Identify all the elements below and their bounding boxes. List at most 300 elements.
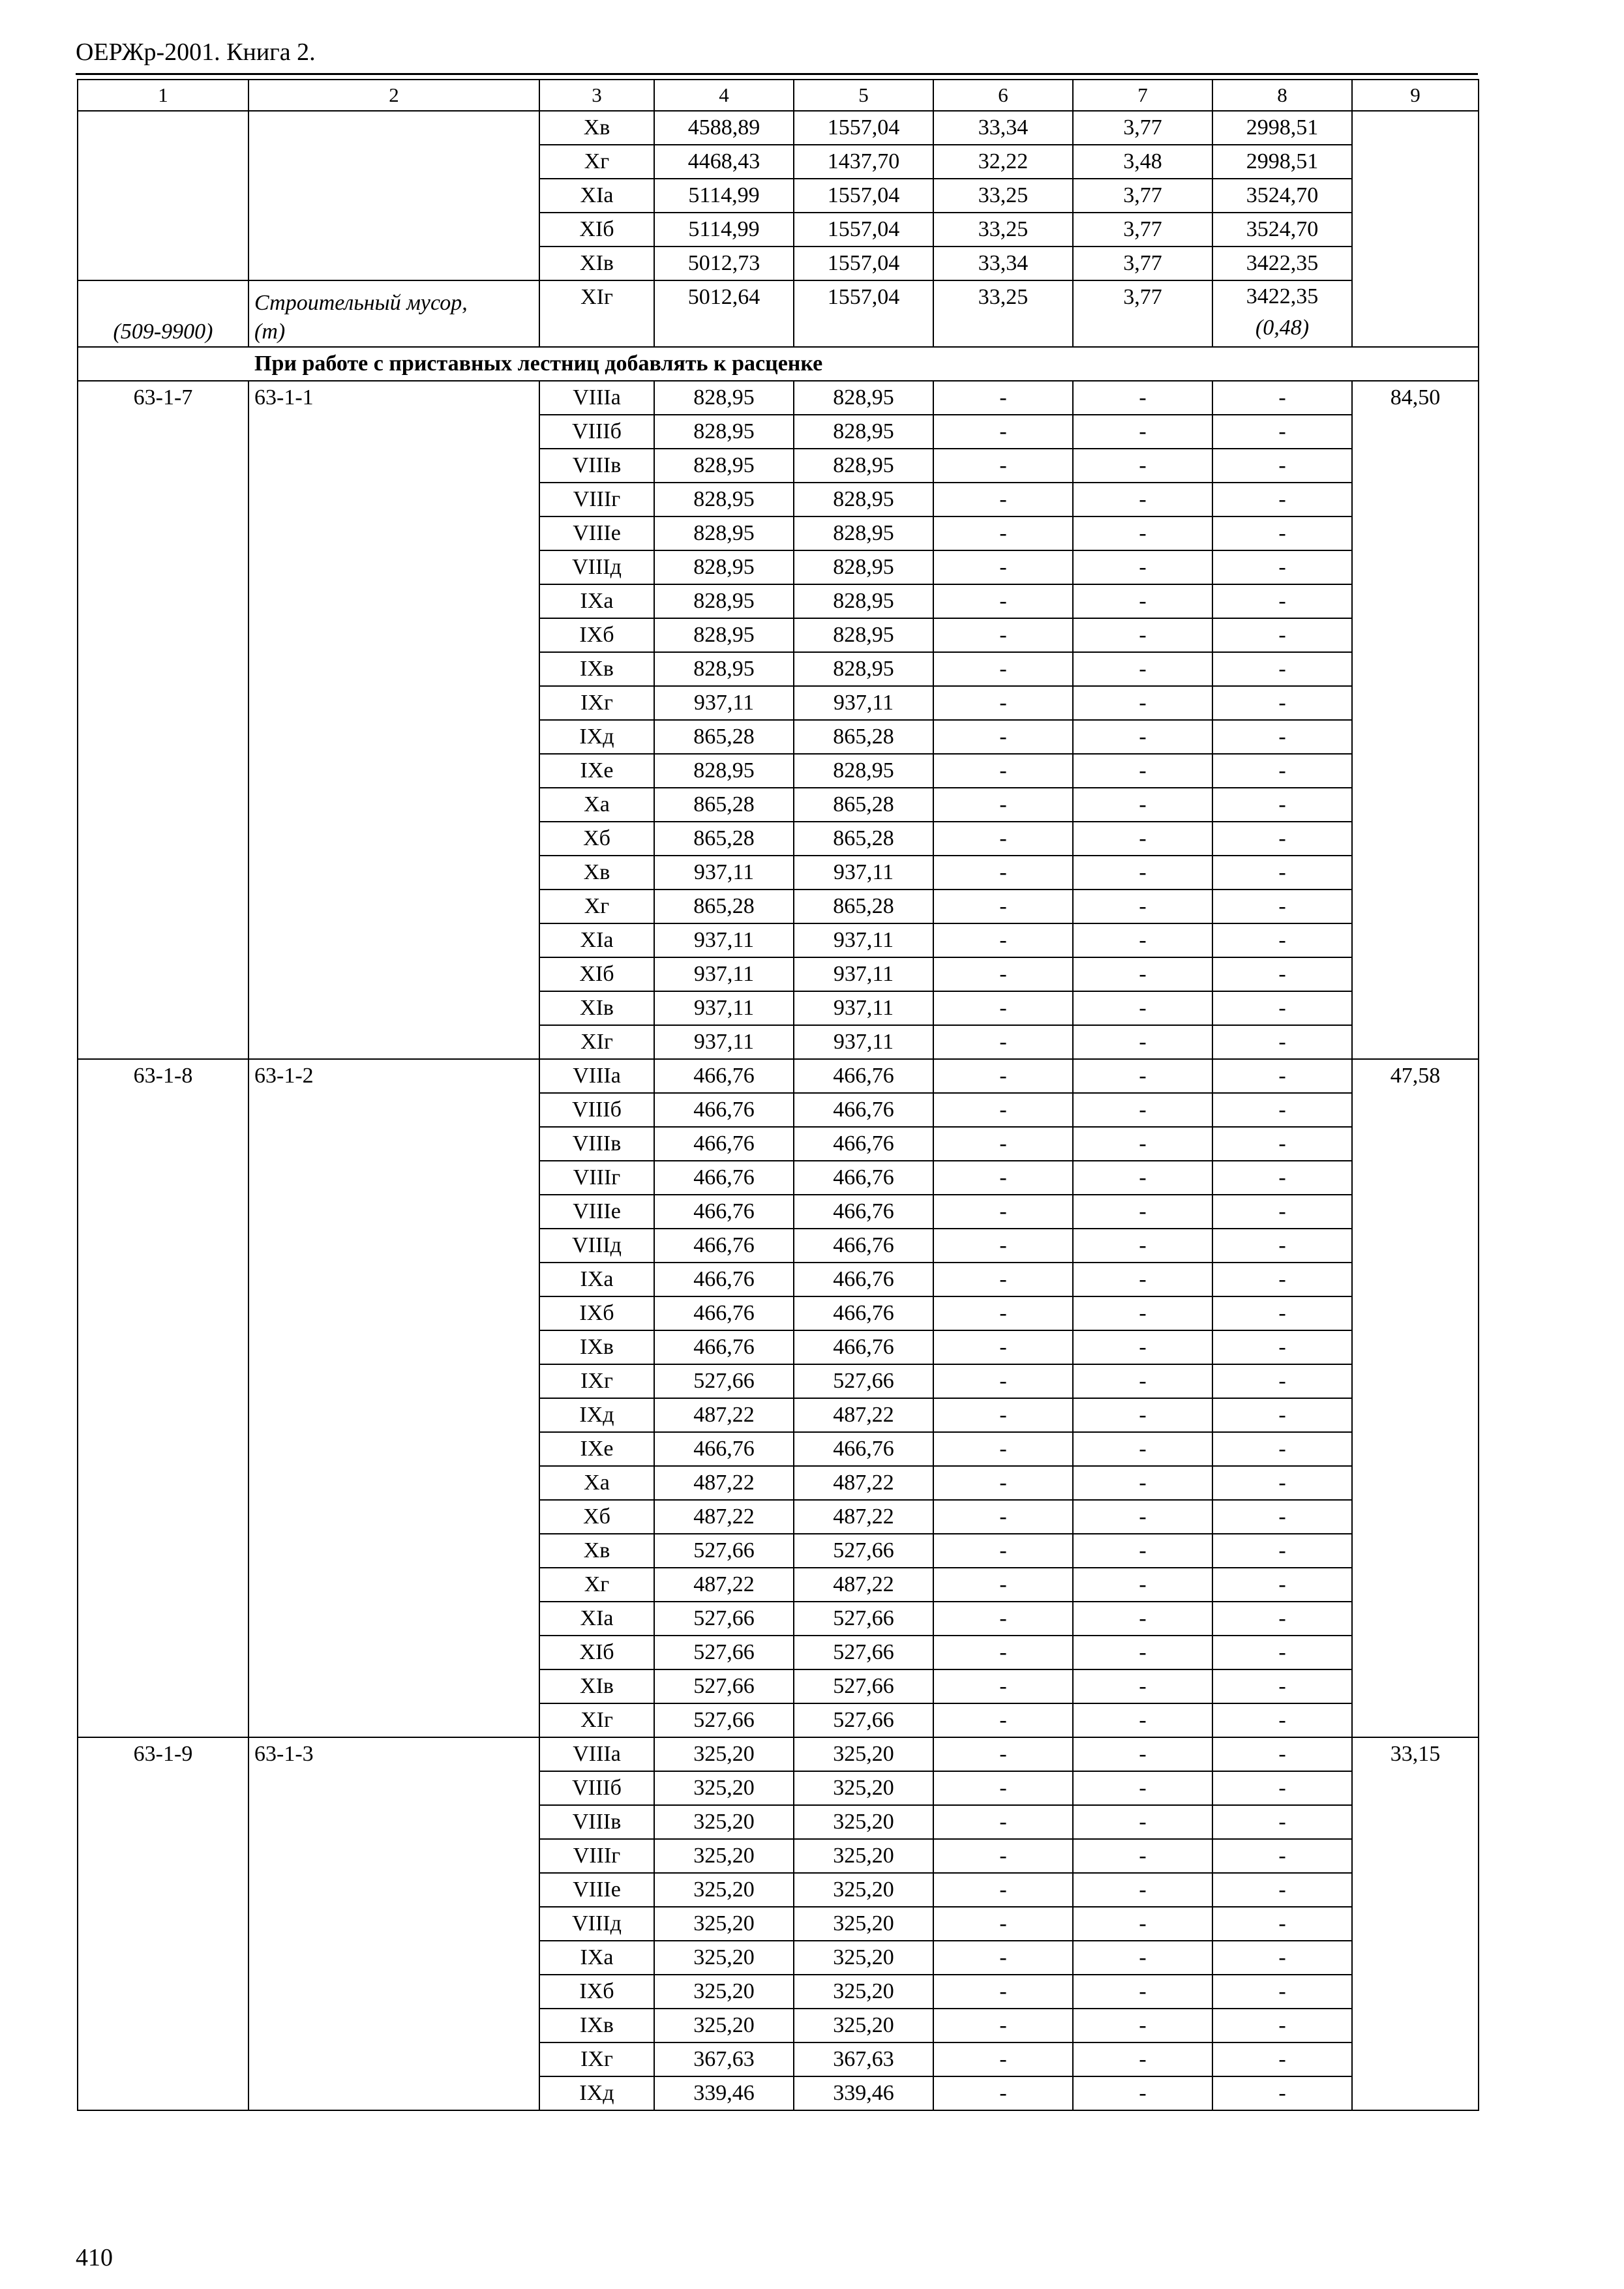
machinist-wage-cell: - bbox=[1073, 584, 1212, 618]
rates-table bbox=[77, 79, 1479, 2111]
category-cell: IXб bbox=[539, 1296, 654, 1330]
machine-cost-cell: - bbox=[933, 1771, 1073, 1805]
machinist-wage-cell: - bbox=[1073, 1703, 1212, 1737]
machine-cost-cell: - bbox=[933, 584, 1073, 618]
machinist-wage-cell: - bbox=[1073, 856, 1212, 890]
material-cost-cell: - bbox=[1212, 1025, 1352, 1059]
machinist-wage-cell: - bbox=[1073, 2009, 1212, 2042]
category-cell: VIIIа bbox=[539, 1059, 654, 1093]
total-cost-cell: 828,95 bbox=[654, 483, 794, 516]
material-cost-cell: - bbox=[1212, 1839, 1352, 1873]
category-cell: VIIIб bbox=[539, 1771, 654, 1805]
total-cost-cell: 466,76 bbox=[654, 1059, 794, 1093]
category-cell: XIа bbox=[539, 179, 654, 213]
category-cell: VIIIе bbox=[539, 1873, 654, 1907]
wage-cell: 1557,04 bbox=[794, 179, 933, 213]
material-cost-cell: - bbox=[1212, 516, 1352, 550]
material-cost-cell: - bbox=[1212, 1771, 1352, 1805]
col9-cell bbox=[1352, 111, 1479, 347]
total-cost-cell: 5012,73 bbox=[654, 247, 794, 280]
machinist-wage-cell: - bbox=[1073, 415, 1212, 449]
total-cost-cell: 828,95 bbox=[654, 516, 794, 550]
material-cost-cell: - bbox=[1212, 1534, 1352, 1568]
total-cost-cell: 865,28 bbox=[654, 822, 794, 856]
machinist-wage-cell: - bbox=[1073, 991, 1212, 1025]
material-cost-cell: - bbox=[1212, 652, 1352, 686]
total-cost-cell: 325,20 bbox=[654, 2009, 794, 2042]
category-cell: VIIIв bbox=[539, 1805, 654, 1839]
table-row bbox=[78, 1737, 1479, 1771]
total-cost-cell: 527,66 bbox=[654, 1364, 794, 1398]
machine-cost-cell: - bbox=[933, 516, 1073, 550]
total-cost-cell: 937,11 bbox=[654, 686, 794, 720]
wage-cell: 325,20 bbox=[794, 1941, 933, 1975]
machinist-wage-cell: - bbox=[1073, 1907, 1212, 1941]
material-cost-cell: - bbox=[1212, 957, 1352, 991]
machinist-wage-cell: - bbox=[1073, 381, 1212, 415]
total-cost-cell: 527,66 bbox=[654, 1703, 794, 1737]
category-cell: VIIIа bbox=[539, 1737, 654, 1771]
material-cost-cell: - bbox=[1212, 1568, 1352, 1602]
material-cost-cell: - bbox=[1212, 1364, 1352, 1398]
machine-cost-cell: - bbox=[933, 483, 1073, 516]
machine-cost-cell: - bbox=[933, 1263, 1073, 1296]
machinist-wage-cell: - bbox=[1073, 1568, 1212, 1602]
machine-cost-cell: - bbox=[933, 1839, 1073, 1873]
rate-ref-cell: 63-1-3 bbox=[248, 1737, 539, 2110]
machinist-wage-cell: - bbox=[1073, 788, 1212, 822]
category-cell: Xа bbox=[539, 1466, 654, 1500]
wage-cell: 466,76 bbox=[794, 1296, 933, 1330]
document-header: ОЕРЖр-2001. Книга 2. bbox=[76, 38, 316, 66]
wage-cell: 527,66 bbox=[794, 1703, 933, 1737]
machine-cost-cell: - bbox=[933, 1093, 1073, 1127]
wage-cell: 466,76 bbox=[794, 1229, 933, 1263]
machine-cost-cell: - bbox=[933, 1703, 1073, 1737]
machine-cost-cell: - bbox=[933, 550, 1073, 584]
machine-cost-cell: - bbox=[933, 890, 1073, 923]
category-cell: VIIIг bbox=[539, 1839, 654, 1873]
material-cost-cell: - bbox=[1212, 1432, 1352, 1466]
wage-cell: 865,28 bbox=[794, 788, 933, 822]
total-cost-cell: 828,95 bbox=[654, 652, 794, 686]
category-cell: Xв bbox=[539, 856, 654, 890]
category-cell: IXв bbox=[539, 1330, 654, 1364]
machinist-wage-cell: - bbox=[1073, 890, 1212, 923]
material-cost-cell: - bbox=[1212, 686, 1352, 720]
wage-cell: 466,76 bbox=[794, 1127, 933, 1161]
total-cost-cell: 937,11 bbox=[654, 991, 794, 1025]
machinist-wage-cell: - bbox=[1073, 754, 1212, 788]
machine-cost-cell: - bbox=[933, 1195, 1073, 1229]
total-cost-cell: 466,76 bbox=[654, 1330, 794, 1364]
machine-cost-cell: 33,25 bbox=[933, 213, 1073, 247]
category-cell: IXд bbox=[539, 720, 654, 754]
column-number-cell: 1 bbox=[78, 80, 248, 111]
machinist-wage-cell: - bbox=[1073, 1364, 1212, 1398]
material-cost-cell: - bbox=[1212, 1500, 1352, 1534]
material-cost-cell: 2998,51 bbox=[1212, 111, 1352, 145]
material-cost-cell: 3524,70 bbox=[1212, 213, 1352, 247]
total-cost-cell: 325,20 bbox=[654, 1975, 794, 2009]
machinist-wage-cell: - bbox=[1073, 957, 1212, 991]
machine-cost-cell: 33,25 bbox=[933, 280, 1073, 347]
total-cost-cell: 487,22 bbox=[654, 1398, 794, 1432]
category-cell: Xа bbox=[539, 788, 654, 822]
wage-cell: 466,76 bbox=[794, 1093, 933, 1127]
material-cost-cell: - bbox=[1212, 1127, 1352, 1161]
category-cell: Xг bbox=[539, 1568, 654, 1602]
machine-cost-cell: - bbox=[933, 1873, 1073, 1907]
total-cost-cell: 828,95 bbox=[654, 550, 794, 584]
rate-ref-cell: 63-1-2 bbox=[248, 1059, 539, 1737]
material-cost-cell bbox=[1212, 280, 1352, 347]
column-number-cell: 2 bbox=[248, 80, 539, 111]
machine-cost-cell: - bbox=[933, 1805, 1073, 1839]
material-cost-cell: - bbox=[1212, 1975, 1352, 2009]
total-cost-cell: 527,66 bbox=[654, 1636, 794, 1669]
category-cell: VIIIе bbox=[539, 1195, 654, 1229]
material-cost-cell: - bbox=[1212, 1602, 1352, 1636]
material-consumption-value: (0,48) bbox=[1255, 316, 1310, 340]
machinist-wage-cell: - bbox=[1073, 483, 1212, 516]
total-cost-cell: 828,95 bbox=[654, 754, 794, 788]
machinist-wage-cell: - bbox=[1073, 1975, 1212, 2009]
category-cell: IXг bbox=[539, 1364, 654, 1398]
col9-cell: 47,58 bbox=[1352, 1059, 1479, 1737]
category-cell: Xг bbox=[539, 890, 654, 923]
table-row bbox=[78, 381, 1479, 415]
category-cell: XIг bbox=[539, 1025, 654, 1059]
wage-cell: 865,28 bbox=[794, 890, 933, 923]
machinist-wage-cell: - bbox=[1073, 1873, 1212, 1907]
material-cost-cell: - bbox=[1212, 1296, 1352, 1330]
category-cell: VIIIг bbox=[539, 483, 654, 516]
machinist-wage-cell: - bbox=[1073, 550, 1212, 584]
wage-cell: 325,20 bbox=[794, 1805, 933, 1839]
material-cost-cell: - bbox=[1212, 754, 1352, 788]
rate-code-cell: 63-1-9 bbox=[78, 1737, 248, 2110]
category-cell: XIг bbox=[539, 280, 654, 347]
machinist-wage-cell: - bbox=[1073, 1093, 1212, 1127]
total-cost-cell: 325,20 bbox=[654, 1839, 794, 1873]
machine-cost-cell: - bbox=[933, 957, 1073, 991]
total-cost-cell: 865,28 bbox=[654, 890, 794, 923]
total-cost-cell: 325,20 bbox=[654, 1941, 794, 1975]
wage-cell: 865,28 bbox=[794, 720, 933, 754]
machinist-wage-cell: - bbox=[1073, 1737, 1212, 1771]
wage-cell: 527,66 bbox=[794, 1669, 933, 1703]
category-cell: IXг bbox=[539, 2042, 654, 2076]
material-cost-cell: - bbox=[1212, 2042, 1352, 2076]
machinist-wage-cell: 3,77 bbox=[1073, 213, 1212, 247]
total-cost-cell: 466,76 bbox=[654, 1195, 794, 1229]
category-cell: XIв bbox=[539, 247, 654, 280]
material-cost-cell: - bbox=[1212, 1398, 1352, 1432]
total-cost-cell: 325,20 bbox=[654, 1805, 794, 1839]
machinist-wage-cell: - bbox=[1073, 1229, 1212, 1263]
col9-cell: 84,50 bbox=[1352, 381, 1479, 1059]
wage-cell: 828,95 bbox=[794, 449, 933, 483]
machine-cost-cell: - bbox=[933, 2076, 1073, 2110]
machinist-wage-cell: - bbox=[1073, 822, 1212, 856]
wage-cell: 1557,04 bbox=[794, 247, 933, 280]
material-cost-cell: 3422,35 bbox=[1212, 247, 1352, 280]
wage-cell: 865,28 bbox=[794, 822, 933, 856]
category-cell: XIа bbox=[539, 1602, 654, 1636]
total-cost-cell: 865,28 bbox=[654, 720, 794, 754]
material-cost-cell: - bbox=[1212, 415, 1352, 449]
wage-cell: 527,66 bbox=[794, 1534, 933, 1568]
category-cell: IXе bbox=[539, 754, 654, 788]
category-cell: IXд bbox=[539, 1398, 654, 1432]
material-name-cell bbox=[248, 280, 539, 347]
machinist-wage-cell: - bbox=[1073, 1839, 1212, 1873]
machinist-wage-cell: - bbox=[1073, 2076, 1212, 2110]
wage-cell: 828,95 bbox=[794, 516, 933, 550]
category-cell: IXб bbox=[539, 618, 654, 652]
machinist-wage-cell: - bbox=[1073, 1195, 1212, 1229]
machine-cost-cell: - bbox=[933, 1330, 1073, 1364]
column-number-cell: 9 bbox=[1352, 80, 1479, 111]
total-cost-cell: 325,20 bbox=[654, 1907, 794, 1941]
machine-cost-cell: - bbox=[933, 1636, 1073, 1669]
category-cell: Xг bbox=[539, 145, 654, 179]
wage-cell: 828,95 bbox=[794, 415, 933, 449]
material-cost-cell: 3524,70 bbox=[1212, 179, 1352, 213]
machine-cost-cell: - bbox=[933, 1669, 1073, 1703]
rate-code-cell: 63-1-7 bbox=[78, 381, 248, 1059]
machinist-wage-cell: - bbox=[1073, 1127, 1212, 1161]
material-cost-cell: - bbox=[1212, 618, 1352, 652]
column-number-cell: 8 bbox=[1212, 80, 1352, 111]
machinist-wage-cell: - bbox=[1073, 1398, 1212, 1432]
category-cell: IXе bbox=[539, 1432, 654, 1466]
rate-ref-cell: 63-1-1 bbox=[248, 381, 539, 1059]
machinist-wage-cell: - bbox=[1073, 1500, 1212, 1534]
total-cost-cell: 828,95 bbox=[654, 618, 794, 652]
machine-cost-cell: - bbox=[933, 991, 1073, 1025]
machinist-wage-cell: - bbox=[1073, 1161, 1212, 1195]
wage-cell: 828,95 bbox=[794, 618, 933, 652]
wage-cell: 487,22 bbox=[794, 1568, 933, 1602]
material-cost-cell: 2998,51 bbox=[1212, 145, 1352, 179]
total-cost-cell: 937,11 bbox=[654, 957, 794, 991]
material-cost-cell: - bbox=[1212, 1093, 1352, 1127]
category-cell: VIIIд bbox=[539, 550, 654, 584]
machine-cost-cell: - bbox=[933, 1907, 1073, 1941]
machinist-wage-cell: 3,77 bbox=[1073, 280, 1212, 347]
category-cell: IXв bbox=[539, 2009, 654, 2042]
machinist-wage-cell: - bbox=[1073, 1432, 1212, 1466]
material-cost-cell: - bbox=[1212, 1669, 1352, 1703]
material-name-line: Строительный мусор, bbox=[254, 291, 468, 315]
material-cost-cell: - bbox=[1212, 1161, 1352, 1195]
total-cost-cell: 466,76 bbox=[654, 1161, 794, 1195]
wage-cell: 1557,04 bbox=[794, 111, 933, 145]
machine-cost-cell: - bbox=[933, 1941, 1073, 1975]
machine-cost-cell: - bbox=[933, 686, 1073, 720]
machinist-wage-cell: - bbox=[1073, 686, 1212, 720]
category-cell: IXв bbox=[539, 652, 654, 686]
machinist-wage-cell: - bbox=[1073, 2042, 1212, 2076]
total-cost-cell: 828,95 bbox=[654, 584, 794, 618]
rate-code-cell: 63-1-8 bbox=[78, 1059, 248, 1737]
wage-cell: 937,11 bbox=[794, 856, 933, 890]
machinist-wage-cell: - bbox=[1073, 1941, 1212, 1975]
machine-cost-cell: - bbox=[933, 1466, 1073, 1500]
category-cell: VIIIе bbox=[539, 516, 654, 550]
material-cost-cell: - bbox=[1212, 449, 1352, 483]
wage-cell: 367,63 bbox=[794, 2042, 933, 2076]
wage-cell: 828,95 bbox=[794, 381, 933, 415]
machinist-wage-cell: - bbox=[1073, 1534, 1212, 1568]
table-row bbox=[78, 111, 1479, 145]
machine-cost-cell: - bbox=[933, 618, 1073, 652]
wage-cell: 487,22 bbox=[794, 1466, 933, 1500]
col9-cell: 33,15 bbox=[1352, 1737, 1479, 2110]
table-row bbox=[78, 1059, 1479, 1093]
category-cell: VIIIа bbox=[539, 381, 654, 415]
material-cost-cell: - bbox=[1212, 1263, 1352, 1296]
wage-cell: 466,76 bbox=[794, 1161, 933, 1195]
wage-cell: 325,20 bbox=[794, 1737, 933, 1771]
material-cost-cell: - bbox=[1212, 822, 1352, 856]
wage-cell: 466,76 bbox=[794, 1432, 933, 1466]
column-number-cell: 3 bbox=[539, 80, 654, 111]
total-cost-cell: 325,20 bbox=[654, 1873, 794, 1907]
machine-cost-cell: - bbox=[933, 822, 1073, 856]
machine-cost-cell: - bbox=[933, 788, 1073, 822]
machine-cost-cell: - bbox=[933, 2009, 1073, 2042]
category-cell: VIIIб bbox=[539, 1093, 654, 1127]
wage-cell: 325,20 bbox=[794, 1975, 933, 2009]
total-cost-cell: 527,66 bbox=[654, 1602, 794, 1636]
machinist-wage-cell: - bbox=[1073, 1771, 1212, 1805]
material-cost-cell: - bbox=[1212, 1330, 1352, 1364]
total-cost-cell: 466,76 bbox=[654, 1296, 794, 1330]
machine-cost-cell: - bbox=[933, 1602, 1073, 1636]
machine-cost-cell: - bbox=[933, 1059, 1073, 1093]
material-unit-line: (т) bbox=[254, 320, 286, 344]
machine-cost-cell: - bbox=[933, 1161, 1073, 1195]
column-number-cell: 6 bbox=[933, 80, 1073, 111]
machine-cost-cell: 33,34 bbox=[933, 111, 1073, 145]
machine-cost-cell: 32,22 bbox=[933, 145, 1073, 179]
machinist-wage-cell: - bbox=[1073, 1602, 1212, 1636]
code-cell bbox=[78, 111, 248, 280]
wage-cell: 325,20 bbox=[794, 1873, 933, 1907]
total-cost-cell: 466,76 bbox=[654, 1432, 794, 1466]
wage-cell: 325,20 bbox=[794, 1907, 933, 1941]
wage-cell: 937,11 bbox=[794, 957, 933, 991]
total-cost-cell: 466,76 bbox=[654, 1127, 794, 1161]
page-number: 410 bbox=[76, 2244, 113, 2271]
total-cost-cell: 937,11 bbox=[654, 923, 794, 957]
material-cost-cell: - bbox=[1212, 483, 1352, 516]
category-cell: XIг bbox=[539, 1703, 654, 1737]
category-cell: IXа bbox=[539, 584, 654, 618]
category-cell: XIб bbox=[539, 1636, 654, 1669]
wage-cell: 325,20 bbox=[794, 1771, 933, 1805]
total-cost-cell: 527,66 bbox=[654, 1534, 794, 1568]
wage-cell: 466,76 bbox=[794, 1195, 933, 1229]
machine-cost-cell: - bbox=[933, 1975, 1073, 2009]
machine-cost-cell: 33,34 bbox=[933, 247, 1073, 280]
wage-cell: 487,22 bbox=[794, 1398, 933, 1432]
wage-cell: 325,20 bbox=[794, 1839, 933, 1873]
machinist-wage-cell: - bbox=[1073, 1330, 1212, 1364]
category-cell: Xв bbox=[539, 1534, 654, 1568]
material-cost-cell: - bbox=[1212, 1636, 1352, 1669]
machine-cost-cell: - bbox=[933, 1127, 1073, 1161]
machine-cost-cell: - bbox=[933, 856, 1073, 890]
machine-cost-cell: - bbox=[933, 449, 1073, 483]
wage-cell: 339,46 bbox=[794, 2076, 933, 2110]
wage-cell: 828,95 bbox=[794, 483, 933, 516]
column-number-row bbox=[78, 80, 1479, 111]
table-row bbox=[78, 280, 1479, 347]
total-cost-cell: 828,95 bbox=[654, 449, 794, 483]
name-cell bbox=[248, 111, 539, 280]
machine-cost-cell: - bbox=[933, 1568, 1073, 1602]
wage-cell: 1557,04 bbox=[794, 280, 933, 347]
material-cost-cell: - bbox=[1212, 2076, 1352, 2110]
material-cost-cell: - bbox=[1212, 1805, 1352, 1839]
category-cell: XIв bbox=[539, 1669, 654, 1703]
wage-cell: 937,11 bbox=[794, 923, 933, 957]
material-cost-cell: - bbox=[1212, 856, 1352, 890]
machine-cost-cell: - bbox=[933, 1025, 1073, 1059]
machine-cost-cell: - bbox=[933, 1534, 1073, 1568]
machine-cost-cell: - bbox=[933, 381, 1073, 415]
machinist-wage-cell: - bbox=[1073, 1296, 1212, 1330]
machine-cost-cell: - bbox=[933, 1296, 1073, 1330]
category-cell: VIIIв bbox=[539, 1127, 654, 1161]
wage-cell: 527,66 bbox=[794, 1602, 933, 1636]
material-cost-cell: - bbox=[1212, 1737, 1352, 1771]
machinist-wage-cell: 3,48 bbox=[1073, 145, 1212, 179]
wage-cell: 527,66 bbox=[794, 1636, 933, 1669]
total-cost-cell: 4468,43 bbox=[654, 145, 794, 179]
category-cell: XIв bbox=[539, 991, 654, 1025]
material-cost-cell: - bbox=[1212, 991, 1352, 1025]
column-number-cell: 5 bbox=[794, 80, 933, 111]
machinist-wage-cell: - bbox=[1073, 449, 1212, 483]
machine-cost-cell: - bbox=[933, 415, 1073, 449]
machine-cost-cell: - bbox=[933, 1364, 1073, 1398]
material-cost-cell: - bbox=[1212, 1466, 1352, 1500]
machinist-wage-cell: - bbox=[1073, 1805, 1212, 1839]
category-cell: XIб bbox=[539, 213, 654, 247]
machine-cost-cell: - bbox=[933, 754, 1073, 788]
material-code-cell: (509-9900) bbox=[78, 280, 248, 347]
section-heading: При работе с приставных лестниц добавлять к расценке bbox=[78, 347, 1479, 381]
material-cost-cell: - bbox=[1212, 584, 1352, 618]
total-cost-cell: 4588,89 bbox=[654, 111, 794, 145]
section-heading-row bbox=[78, 347, 1479, 381]
machinist-wage-cell: 3,77 bbox=[1073, 179, 1212, 213]
machine-cost-cell: - bbox=[933, 1432, 1073, 1466]
machinist-wage-cell: - bbox=[1073, 516, 1212, 550]
machine-cost-cell: - bbox=[933, 1500, 1073, 1534]
category-cell: IXа bbox=[539, 1263, 654, 1296]
wage-cell: 1437,70 bbox=[794, 145, 933, 179]
material-cost-cell: - bbox=[1212, 1703, 1352, 1737]
column-number-cell: 7 bbox=[1073, 80, 1212, 111]
machine-cost-cell: - bbox=[933, 1737, 1073, 1771]
total-cost-cell: 527,66 bbox=[654, 1669, 794, 1703]
